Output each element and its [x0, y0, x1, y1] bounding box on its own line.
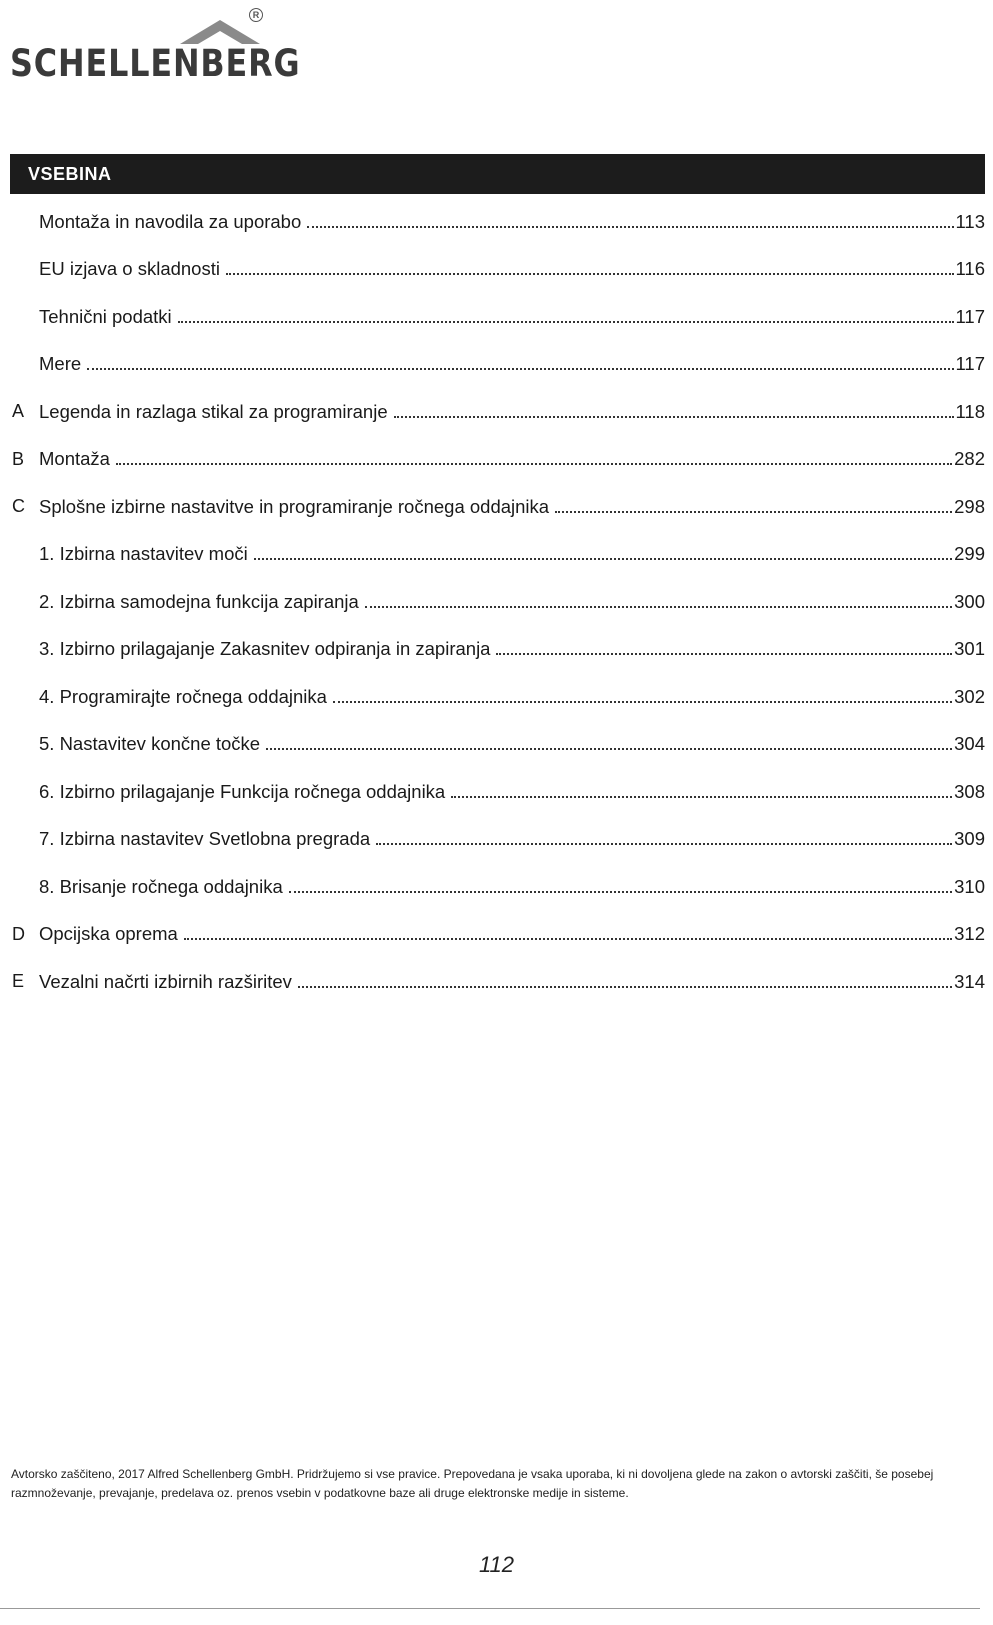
- toc-entry-page[interactable]: 299: [954, 543, 985, 565]
- toc-entry-title[interactable]: Montaža in navodila za uporabo: [39, 210, 302, 232]
- toc-entry-title[interactable]: Mere: [39, 353, 82, 375]
- bottom-divider: [0, 1608, 980, 1609]
- toc-entry-page[interactable]: 113: [955, 210, 985, 232]
- toc-entry[interactable]: [0, 958, 993, 1006]
- toc-entry-line: [39, 401, 985, 423]
- toc-entry[interactable]: [0, 388, 993, 436]
- toc-entry-page[interactable]: 118: [955, 400, 985, 422]
- toc-entry[interactable]: [0, 531, 993, 579]
- toc-entry-page[interactable]: 309: [954, 828, 985, 850]
- toc-entry-letter: C: [12, 496, 25, 517]
- toc-leader-dots: [226, 273, 954, 275]
- toc-entry-page[interactable]: 308: [954, 780, 985, 802]
- toc-entry-title[interactable]: 2. Izbirna samodejna funkcija zapiranja: [39, 590, 359, 612]
- toc-leader-dots: [365, 606, 952, 608]
- toc-leader-dots: [307, 226, 953, 228]
- toc-entry-page[interactable]: 116: [955, 258, 985, 280]
- toc-entry[interactable]: [0, 246, 993, 294]
- toc-entry[interactable]: [0, 768, 993, 816]
- toc-leader-dots: [451, 796, 952, 798]
- toc-entry-line: [39, 876, 985, 898]
- toc-entry-title[interactable]: 5. Nastavitev končne točke: [39, 733, 261, 755]
- toc-entry[interactable]: [0, 911, 993, 959]
- toc-entry-page[interactable]: 282: [954, 448, 985, 470]
- toc-entry-line: [39, 258, 985, 280]
- copyright-line-2: razmnoževanje, prevajanje, predelava oz. prenos vsebin v podatkovne baze ali druge elektronske medije in sisteme.: [11, 1486, 629, 1500]
- toc-entry[interactable]: [0, 578, 993, 626]
- toc-leader-dots: [184, 938, 952, 940]
- toc-entry-title[interactable]: 8. Brisanje ročnega oddajnika: [39, 875, 283, 897]
- toc-entry[interactable]: [0, 293, 993, 341]
- toc-leader-dots: [298, 986, 952, 988]
- toc-leader-dots: [289, 891, 952, 893]
- toc-entry-line: [39, 211, 985, 233]
- toc-entry-letter: E: [12, 971, 25, 992]
- toc-entry-line: [39, 686, 985, 708]
- toc-entry-title[interactable]: Opcijska oprema: [39, 923, 178, 945]
- toc-entry-page[interactable]: 301: [954, 638, 985, 660]
- toc-entry-title[interactable]: Tehnični podatki: [39, 305, 172, 327]
- toc-entry[interactable]: [0, 341, 993, 389]
- toc-entry-title[interactable]: Montaža: [39, 448, 110, 470]
- toc-entry-line: [39, 496, 985, 518]
- toc-leader-dots: [555, 511, 952, 513]
- toc-entry-letter: B: [12, 448, 25, 469]
- toc-entry-title[interactable]: 6. Izbirno prilagajanje Funkcija ročnega oddajnika: [39, 780, 446, 802]
- toc-entry-line: [39, 923, 985, 945]
- toc-leader-dots: [178, 321, 954, 323]
- toc-entry-page[interactable]: 314: [954, 970, 985, 992]
- toc-entry-line: [39, 353, 985, 375]
- toc-leader-dots: [333, 701, 952, 703]
- toc-entry-line: [39, 971, 985, 993]
- toc-entry-line: [39, 448, 985, 470]
- toc-entry[interactable]: [0, 626, 993, 674]
- toc-entry-title[interactable]: 7. Izbirna nastavitev Svetlobna pregrada: [39, 828, 371, 850]
- toc-entry[interactable]: [0, 721, 993, 769]
- toc-entry-letter: A: [12, 401, 25, 422]
- toc-leader-dots: [116, 463, 952, 465]
- toc-entry-line: [39, 733, 985, 755]
- toc-leader-dots: [394, 416, 954, 418]
- toc-entry-letter: D: [12, 923, 25, 944]
- toc-entry[interactable]: [0, 198, 993, 246]
- toc-entry-line: [39, 638, 985, 660]
- toc-entry[interactable]: [0, 673, 993, 721]
- toc-heading: VSEBINA: [10, 154, 985, 194]
- toc-leader-dots: [376, 843, 952, 845]
- toc-entry-page[interactable]: 312: [954, 923, 985, 945]
- toc-entry[interactable]: [0, 863, 993, 911]
- toc-entry-title[interactable]: 3. Izbirno prilagajanje Zakasnitev odpiranja in zapiranja: [39, 638, 491, 660]
- toc-leader-dots: [266, 748, 952, 750]
- toc-entry-title[interactable]: Legenda in razlaga stikal za programiranje: [39, 400, 388, 422]
- toc-leader-dots: [496, 653, 952, 655]
- toc-entry-page[interactable]: 298: [954, 495, 985, 517]
- brand-logo: [10, 8, 301, 85]
- toc-entry-line: [39, 543, 985, 565]
- brand-name: SCHELLENBERG: [10, 42, 301, 85]
- toc-entry-page[interactable]: 117: [955, 353, 985, 375]
- toc-entry-page[interactable]: 117: [955, 305, 985, 327]
- toc-entry-line: [39, 781, 985, 803]
- toc-entry-title[interactable]: Splošne izbirne nastavitve in programiranje ročnega oddajnika: [39, 495, 550, 517]
- toc-entry-line: [39, 828, 985, 850]
- toc-leader-dots: [87, 368, 953, 370]
- toc-entry-title[interactable]: EU izjava o skladnosti: [39, 258, 220, 280]
- toc-entry-line: [39, 591, 985, 613]
- toc-entry-page[interactable]: 302: [954, 685, 985, 707]
- toc-leader-dots: [254, 558, 952, 560]
- toc-entry[interactable]: [0, 483, 993, 531]
- registered-mark-icon: R: [249, 8, 263, 22]
- copyright-notice: [11, 1465, 986, 1503]
- toc-entry[interactable]: [0, 436, 993, 484]
- toc-entry-page[interactable]: 304: [954, 733, 985, 755]
- toc-entry-page[interactable]: 310: [954, 875, 985, 897]
- toc-entry-page[interactable]: 300: [954, 590, 985, 612]
- toc-entry-title[interactable]: 4. Programirajte ročnega oddajnika: [39, 685, 327, 707]
- copyright-line-1: Avtorsko zaščiteno, 2017 Alfred Schellenberg GmbH. Pridržujemo si vse pravice. Prepovedana je vsaka uporaba, ki ni dovoljena glede na zakon o avtorski zaščiti, še posebej: [11, 1467, 934, 1481]
- toc-entry-line: [39, 306, 985, 328]
- toc-entry[interactable]: [0, 816, 993, 864]
- table-of-contents: [0, 198, 993, 1006]
- page-number: 112: [478, 1552, 515, 1577]
- toc-entry-title[interactable]: 1. Izbirna nastavitev moči: [39, 543, 248, 565]
- toc-entry-title[interactable]: Vezalni načrti izbirnih razširitev: [39, 970, 292, 992]
